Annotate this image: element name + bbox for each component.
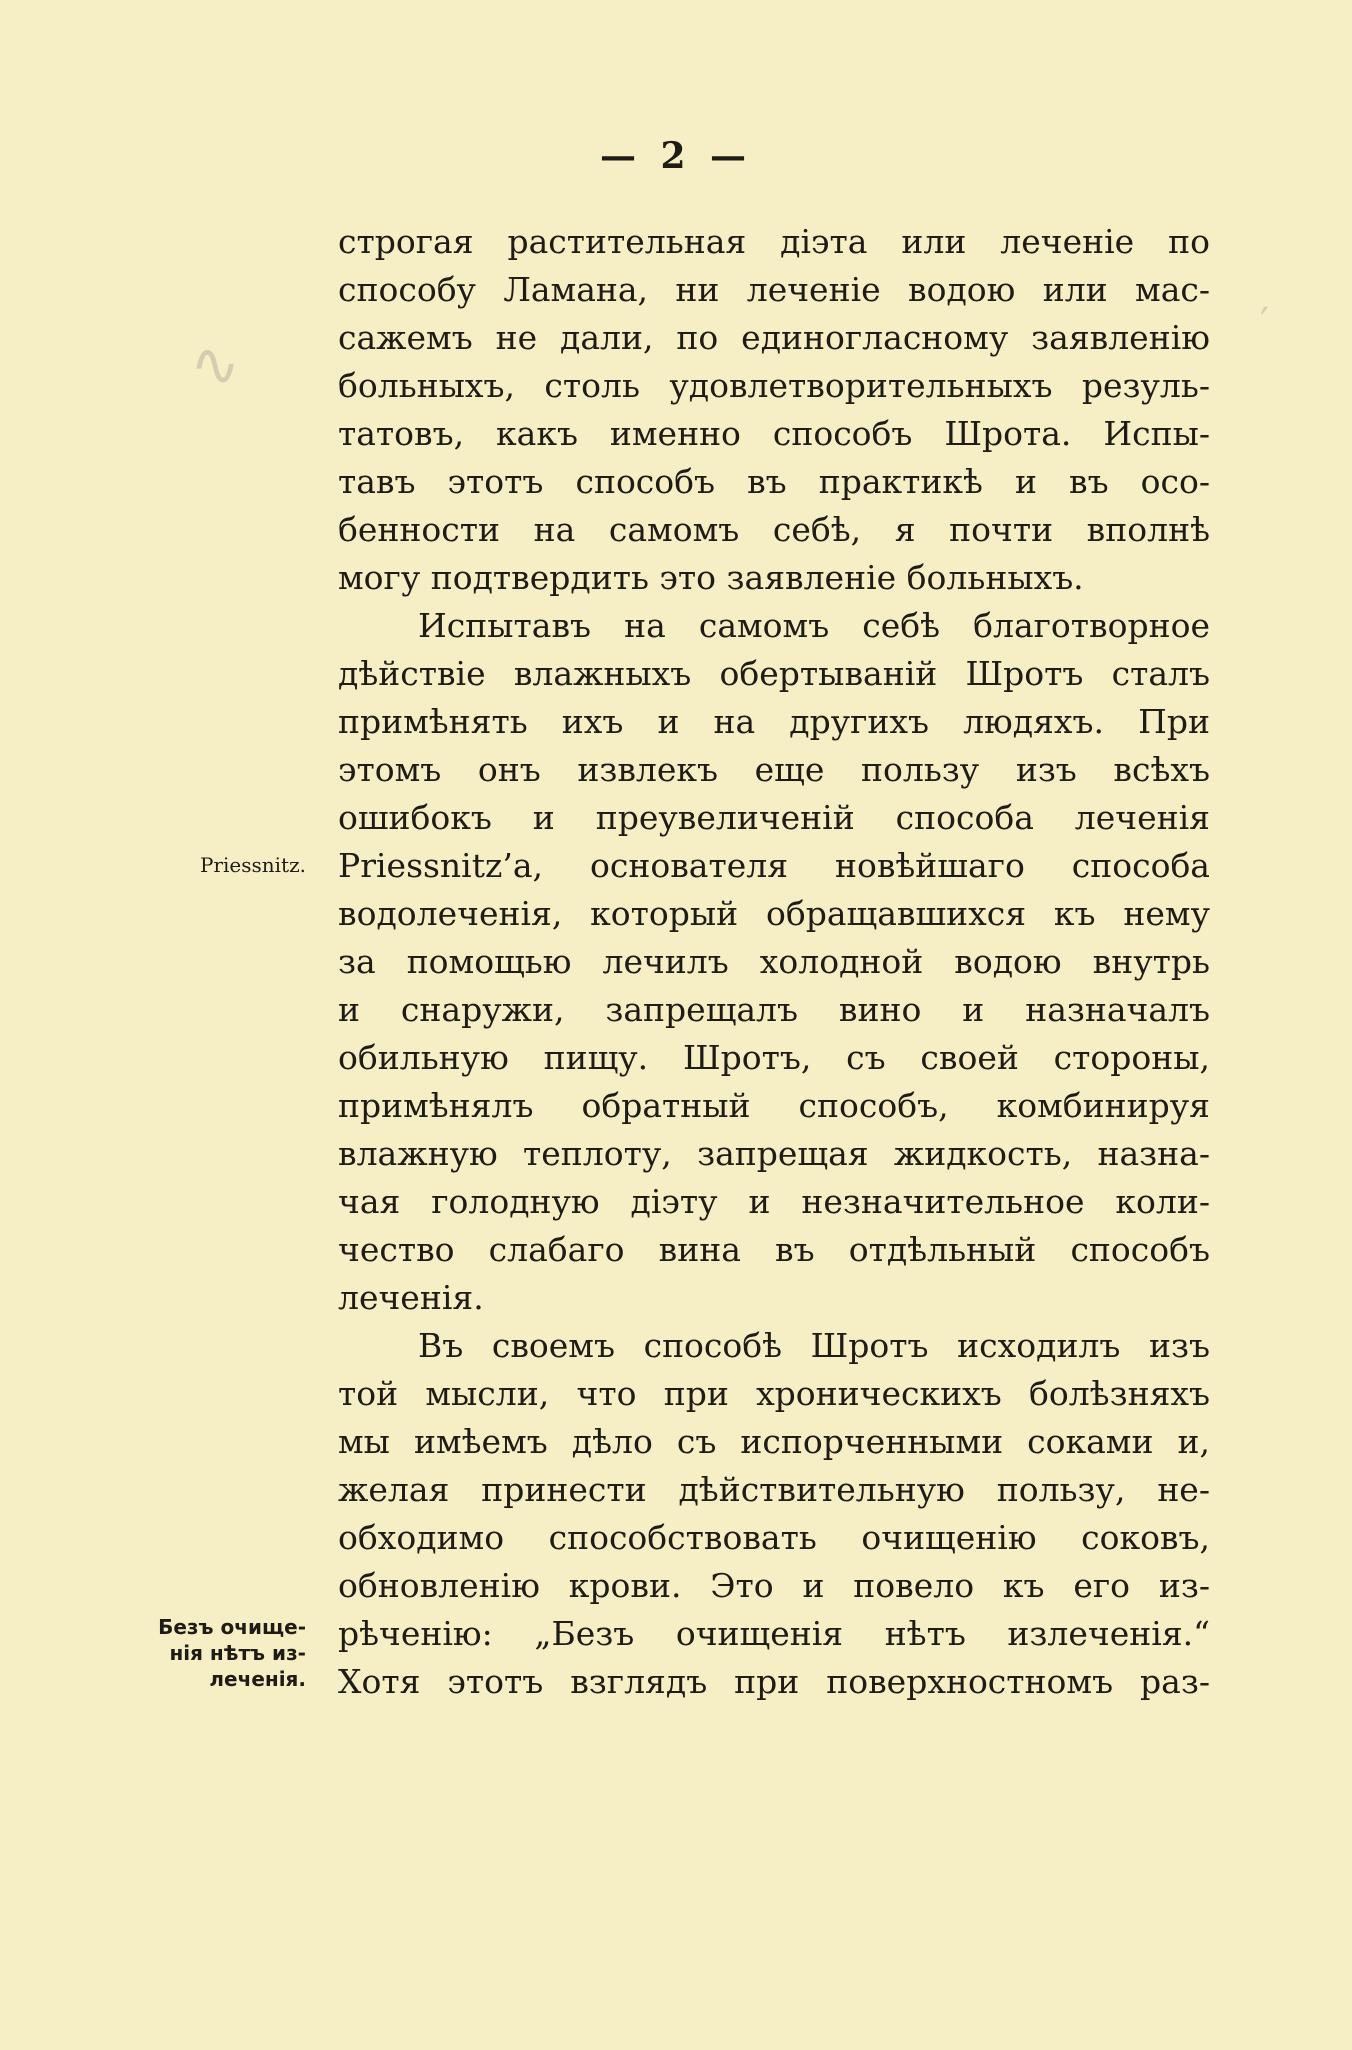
text-line: больныхъ, столь удовлетворительныхъ резуль- (338, 366, 1210, 405)
text-line: мы имѣемъ дѣло съ испорченными соками и, (338, 1422, 1210, 1461)
text-line: Испытавъ на самомъ себѣ благотворное (418, 606, 1210, 645)
text-line: Priessnitz’а, основателя новѣйшаго способа (338, 846, 1210, 885)
text-line: татовъ, какъ именно способъ Шрота. Испы- (338, 414, 1210, 453)
text-line: примѣнялъ обратный способъ, комбинируя (338, 1086, 1210, 1125)
bleed-through-mark-right: ′ (1260, 300, 1270, 346)
text-line: влажную теплоту, запрещая жидкость, назна- (338, 1134, 1210, 1173)
margin-note-priessnitz: Priessnitz. (200, 853, 306, 877)
text-line: чество слабаго вина въ отдѣльный способъ (338, 1230, 1210, 1269)
text-line: чая голодную діэту и незначительное коли- (338, 1182, 1210, 1221)
text-line: обновленію крови. Это и повело къ его из- (338, 1566, 1210, 1605)
text-line: обходимо способствовать очищенію соковъ, (338, 1518, 1210, 1557)
text-line: Въ своемъ способѣ Шротъ исходилъ изъ (418, 1326, 1210, 1365)
text-line: бенности на самомъ себѣ, я почти вполнѣ (338, 510, 1210, 549)
margin-note-line: леченія. (209, 1667, 306, 1691)
text-line: желая принести дѣйствительную пользу, не- (338, 1470, 1210, 1509)
text-line: строгая растительная діэта или леченіе по (338, 222, 1210, 261)
margin-note-line: Безъ очище- (158, 1615, 306, 1639)
text-line: Хотя этотъ взглядъ при поверхностномъ раз- (338, 1662, 1210, 1701)
text-line: тавъ этотъ способъ въ практикѣ и въ осо- (338, 462, 1210, 501)
margin-note-bez-ochishcheniya (158, 1614, 306, 1692)
margin-note-line: нія нѣтъ из- (169, 1641, 306, 1665)
text-line: рѣченію: „Безъ очищенія нѣтъ излеченія.“ (338, 1614, 1210, 1653)
text-line: обильную пищу. Шротъ, съ своей стороны, (338, 1038, 1210, 1077)
text-line: этомъ онъ извлекъ еще пользу изъ всѣхъ (338, 750, 1210, 789)
text-line: могу подтвердить это заявленіе больныхъ. (338, 558, 1084, 597)
text-line: леченія. (338, 1278, 484, 1317)
text-line: той мысли, что при хроническихъ болѣзняхъ (338, 1374, 1210, 1413)
text-line: сажемъ не дали, по единогласному заявленію (338, 318, 1210, 357)
body-text (338, 218, 1210, 1706)
text-line: дѣйствіе влажныхъ обертываній Шротъ сталъ (338, 654, 1210, 693)
text-line: ошибокъ и преувеличеній способа леченія (338, 798, 1210, 837)
page-number: — 2 — (599, 135, 753, 177)
text-line: за помощью лечилъ холодной водою внутрь (338, 942, 1210, 981)
text-line: примѣнять ихъ и на другихъ людяхъ. При (338, 702, 1210, 741)
text-line: и снаружи, запрещалъ вино и назначалъ (338, 990, 1210, 1029)
text-line: водолеченія, который обращавшихся къ нему (338, 894, 1210, 933)
bleed-through-mark-left: ∿ (190, 330, 241, 400)
text-line: способу Ламана, ни леченіе водою или мас- (338, 270, 1210, 309)
